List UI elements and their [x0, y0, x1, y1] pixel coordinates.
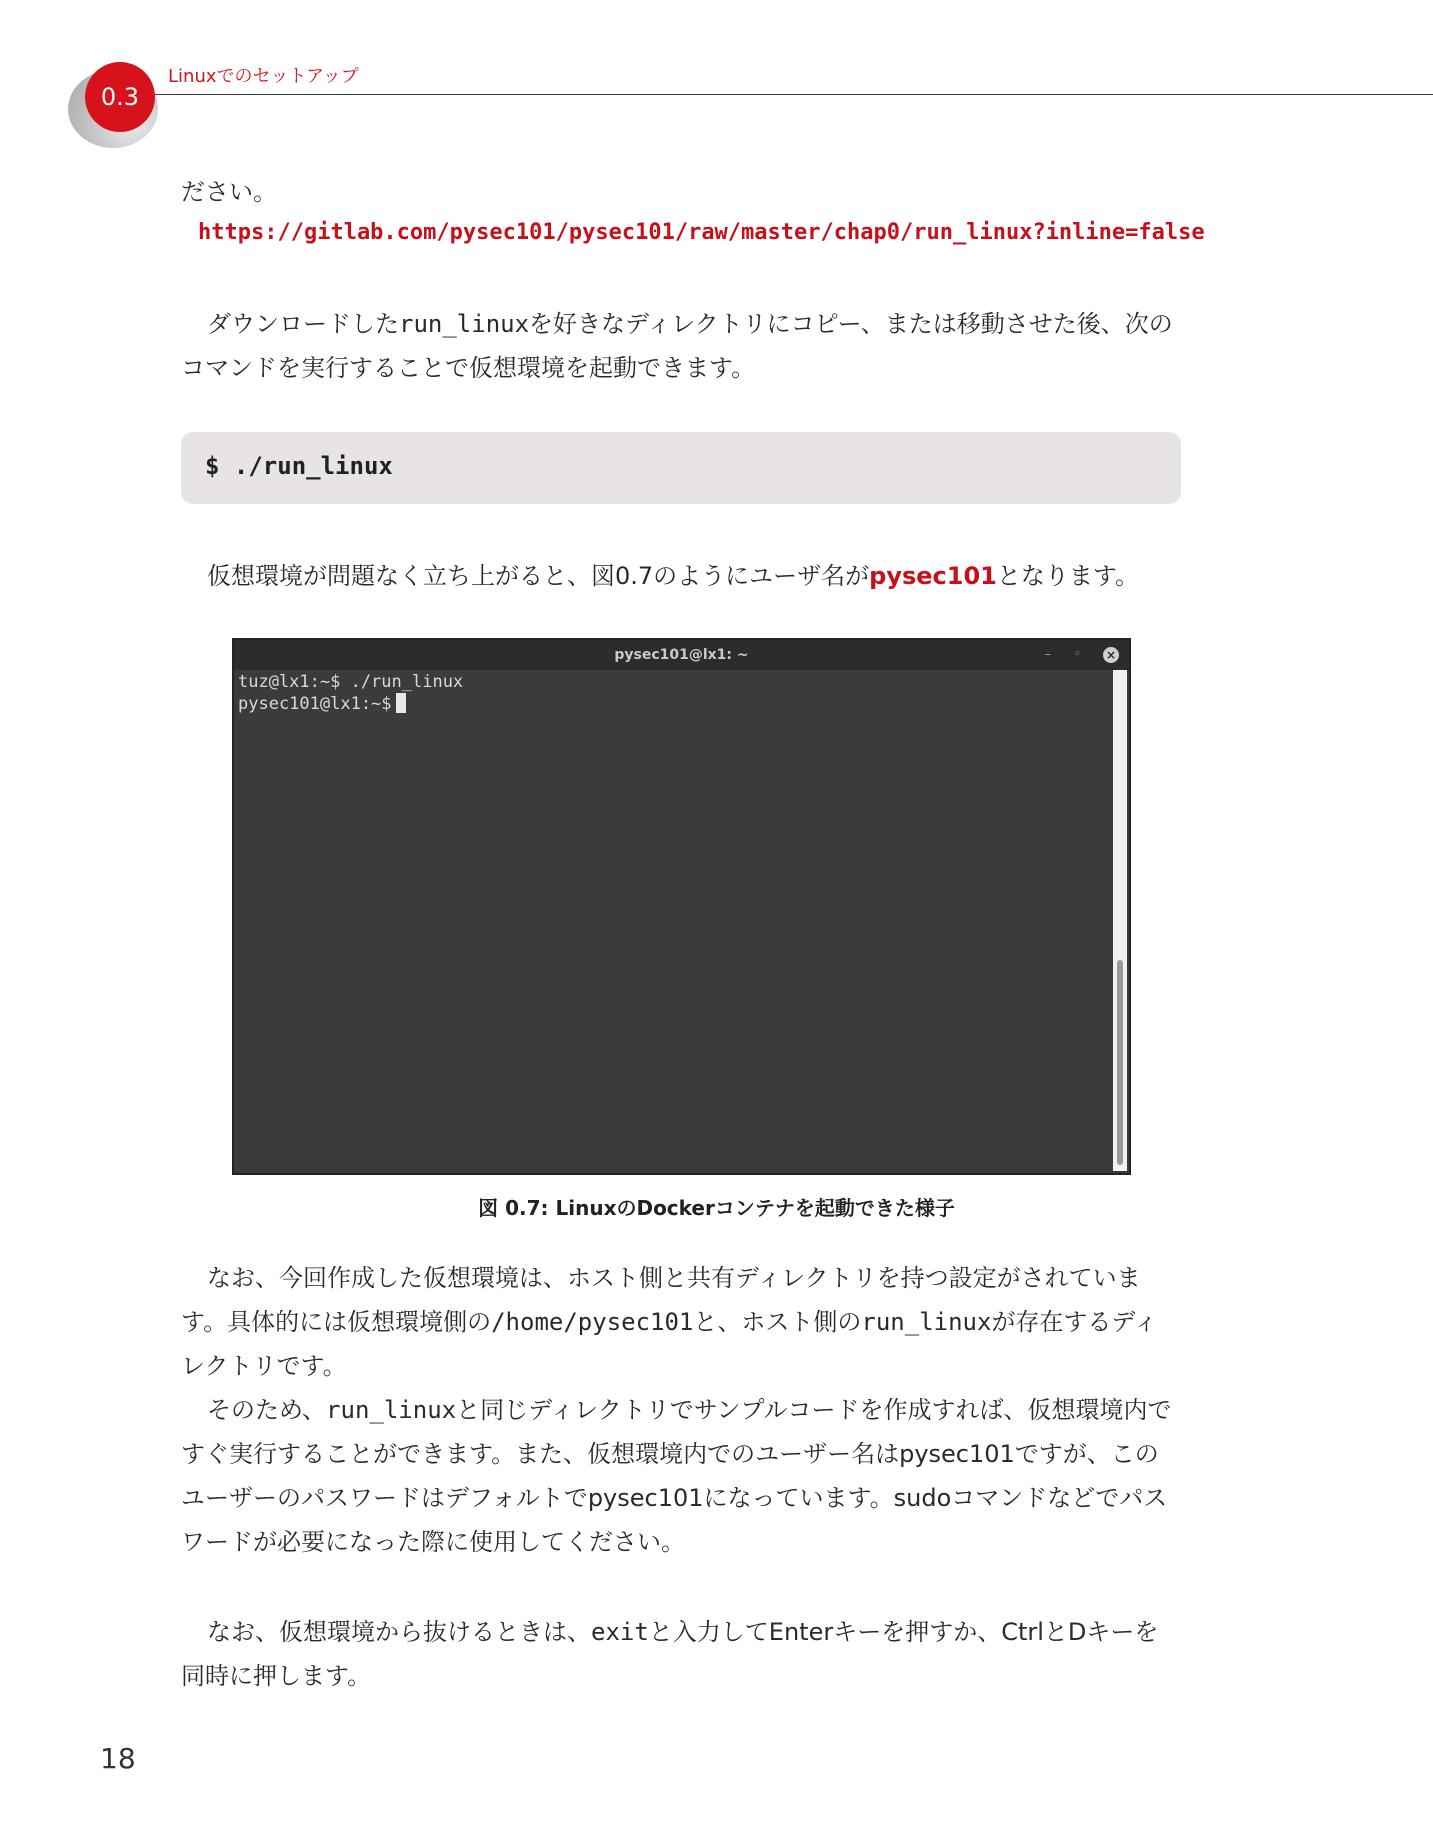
close-icon[interactable]: ×	[1103, 647, 1119, 663]
text: が存在するディレクトリです。	[181, 1308, 1158, 1380]
header-rule	[155, 94, 1433, 95]
terminal-line-2: pysec101@lx1:~$	[238, 694, 392, 714]
text: になっています。	[703, 1484, 894, 1512]
terminal-output	[238, 672, 463, 715]
code-command: $ ./run_linux	[205, 452, 393, 480]
terminal-cursor	[396, 693, 406, 713]
text: と同じディレクトリでサンプルコードを作成すれば、仮想環境内ですぐ実行することができます。また、仮想環境内でのユーザー名は	[181, 1396, 1172, 1468]
paragraph-exit	[181, 1610, 1181, 1698]
inline-code: sudo	[893, 1484, 952, 1512]
text: なお、今回作成した仮想環境は、ホスト側と共有ディレクトリを持つ設定がされています。具体的には仮想環境側の	[181, 1264, 1141, 1336]
paragraph-sample-code	[181, 1388, 1181, 1564]
inline-code: pysec101	[899, 1440, 1015, 1468]
section-number: 0.3	[100, 83, 140, 111]
paragraph-copy	[181, 302, 1181, 390]
inline-code: /home/pysec101	[491, 1308, 694, 1336]
section-number-badge	[85, 62, 155, 132]
paragraph-user	[181, 554, 1181, 598]
terminal-scrollbar-thumb[interactable]	[1117, 960, 1123, 1165]
terminal-titlebar	[234, 640, 1129, 670]
inline-code: pysec101	[587, 1484, 704, 1512]
inline-code: run_linux	[326, 1396, 457, 1424]
download-url-link[interactable]: https://gitlab.com/pysec101/pysec101/raw/master/chap0/run_linux?inline=false	[198, 220, 1205, 245]
text: と、ホスト側の	[693, 1308, 862, 1336]
accent-username: pysec101	[869, 562, 997, 590]
text: を好きなディレクトリにコピー、または移動させた後、次のコマンドを実行することで仮想環境を起動できます。	[181, 310, 1173, 382]
terminal-title: pysec101@lx1: ~	[614, 647, 749, 663]
code-block	[181, 432, 1181, 504]
terminal-line-1: tuz@lx1:~$ ./run_linux	[238, 672, 464, 692]
figure-caption: 図 0.7: LinuxのDockerコンテナを起動できた様子	[478, 1196, 955, 1220]
minimize-icon[interactable]: –	[1044, 647, 1051, 662]
text: 仮想環境が問題なく立ち上がると、図0.7のようにユーザ名が	[207, 562, 870, 590]
restore-icon[interactable]: ◦	[1073, 647, 1081, 662]
section-title: Linuxでのセットアップ	[168, 66, 359, 87]
terminal-scrollbar[interactable]	[1113, 670, 1127, 1171]
paragraph-shared-dir	[181, 1256, 1181, 1388]
intro-tail: ださい。	[181, 178, 277, 206]
page-number: 18	[100, 1742, 136, 1775]
text: と入力してEnterキーを押すか、CtrlとDキーを同時に押します。	[181, 1618, 1159, 1690]
text: コマンドなどでパスワードが必要になった際に使用してください。	[181, 1484, 1168, 1556]
text: ですが、このユーザーのパスワードはデフォルトで	[181, 1440, 1159, 1512]
text: そのため、	[207, 1396, 327, 1424]
inline-code: run_linux	[861, 1308, 992, 1336]
text: なお、仮想環境から抜けるときは、	[207, 1618, 591, 1646]
terminal-window-figure	[232, 638, 1131, 1175]
inline-code: exit	[591, 1618, 649, 1646]
text: となります。	[996, 562, 1139, 590]
inline-code: run_linux	[399, 310, 530, 338]
text: ダウンロードした	[207, 310, 399, 338]
